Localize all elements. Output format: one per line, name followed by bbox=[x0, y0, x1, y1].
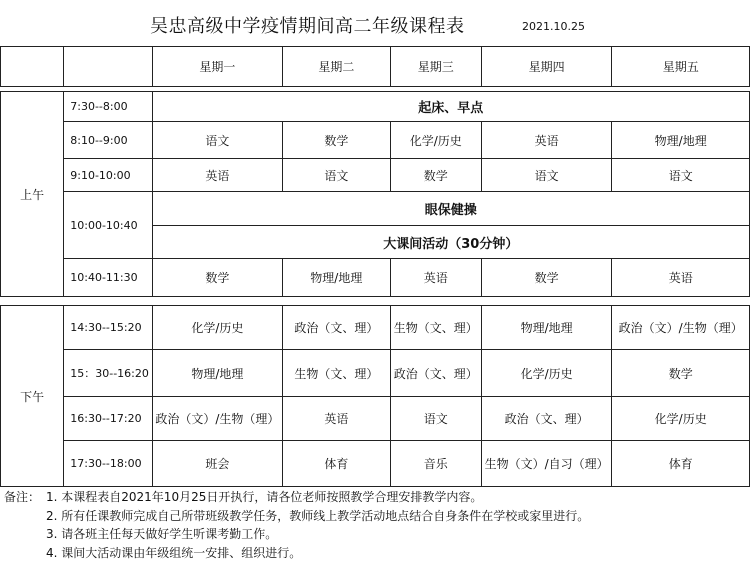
corner-cell bbox=[1, 47, 64, 87]
subject-cell: 化学/历史 bbox=[481, 350, 612, 397]
day-header: 星期四 bbox=[481, 47, 612, 87]
time-cell: 9:10-10:00 bbox=[64, 159, 152, 192]
subject-cell: 政治（文）/生物（理） bbox=[152, 397, 283, 441]
day-header: 星期一 bbox=[152, 47, 283, 87]
schedule-date: 2021.10.25 bbox=[522, 20, 585, 33]
subject-cell: 数学 bbox=[612, 350, 750, 397]
subject-cell: 数学 bbox=[152, 259, 283, 297]
note-item bbox=[4, 507, 748, 526]
time-cell: 14:30--15:20 bbox=[64, 306, 152, 350]
notes-section bbox=[4, 488, 748, 562]
subject-cell: 语文 bbox=[390, 397, 481, 441]
subject-cell: 政治（文、理） bbox=[283, 306, 390, 350]
time-cell: 7:30--8:00 bbox=[64, 92, 152, 122]
subject-cell: 体育 bbox=[283, 441, 390, 487]
table-row bbox=[1, 122, 750, 159]
note-item bbox=[4, 544, 748, 563]
subject-cell: 英语 bbox=[481, 122, 612, 159]
subject-cell: 班会 bbox=[152, 441, 283, 487]
day-header: 星期五 bbox=[612, 47, 750, 87]
table-row bbox=[1, 306, 750, 350]
notes-label: 备注： bbox=[4, 490, 41, 504]
subject-cell: 生物（文、理） bbox=[390, 306, 481, 350]
subject-cell: 数学 bbox=[390, 159, 481, 192]
table-row bbox=[1, 350, 750, 397]
note-item bbox=[4, 488, 748, 507]
band-eye-exercise: 眼保健操 bbox=[152, 192, 749, 226]
note-text: 4. 课间大活动课由年级组统一安排、组织进行。 bbox=[46, 545, 302, 560]
time-header-cell bbox=[64, 47, 152, 87]
subject-cell: 物理/地理 bbox=[481, 306, 612, 350]
session-morning: 上午 bbox=[1, 92, 64, 297]
schedule-header bbox=[0, 8, 750, 40]
subject-cell: 语文 bbox=[152, 122, 283, 159]
subject-cell: 生物（文、理） bbox=[283, 350, 390, 397]
subject-cell: 数学 bbox=[481, 259, 612, 297]
subject-cell: 语文 bbox=[481, 159, 612, 192]
day-header: 星期二 bbox=[283, 47, 390, 87]
note-text: 2. 所有任课教师完成自己所带班级教学任务，教师线上教学活动地点结合自身条件在学校或家里进行。 bbox=[46, 508, 590, 523]
time-cell: 16:30--17:20 bbox=[64, 397, 152, 441]
session-afternoon: 下午 bbox=[1, 306, 64, 487]
subject-cell: 化学/历史 bbox=[612, 397, 750, 441]
subject-cell: 政治（文）/生物（理） bbox=[612, 306, 750, 350]
subject-cell: 英语 bbox=[152, 159, 283, 192]
subject-cell: 物理/地理 bbox=[152, 350, 283, 397]
page-title: 吴忠高级中学疫情期间高二年级课程表 bbox=[150, 16, 465, 37]
subject-cell: 化学/历史 bbox=[390, 122, 481, 159]
subject-cell: 物理/地理 bbox=[612, 122, 750, 159]
subject-cell: 体育 bbox=[612, 441, 750, 487]
subject-cell: 数学 bbox=[283, 122, 390, 159]
subject-cell: 物理/地理 bbox=[283, 259, 390, 297]
time-cell: 10:40-11:30 bbox=[64, 259, 152, 297]
day-header-row bbox=[1, 47, 750, 87]
note-item bbox=[4, 525, 748, 544]
time-cell: 8:10--9:00 bbox=[64, 122, 152, 159]
note-text: 1. 本课程表自2021年10月25日开执行，请各位老师按照教学合理安排教学内容。 bbox=[46, 490, 483, 504]
table-row bbox=[1, 159, 750, 192]
subject-cell: 英语 bbox=[390, 259, 481, 297]
time-cell: 10:00-10:40 bbox=[64, 192, 152, 259]
time-cell: 17:30--18:00 bbox=[64, 441, 152, 487]
subject-cell: 英语 bbox=[283, 397, 390, 441]
table-row bbox=[1, 259, 750, 297]
table-row bbox=[1, 441, 750, 487]
schedule-table bbox=[0, 46, 750, 487]
band-breakfast: 起床、早点 bbox=[152, 92, 749, 122]
subject-cell: 政治（文、理） bbox=[481, 397, 612, 441]
table-row bbox=[1, 397, 750, 441]
note-text: 3. 请各班主任每天做好学生听课考勤工作。 bbox=[46, 527, 278, 541]
subject-cell: 语文 bbox=[612, 159, 750, 192]
subject-cell: 英语 bbox=[612, 259, 750, 297]
subject-cell: 语文 bbox=[283, 159, 390, 192]
band-big-break: 大课间活动（30分钟） bbox=[152, 226, 749, 259]
table-row bbox=[1, 192, 750, 226]
subject-cell: 政治（文、理） bbox=[390, 350, 481, 397]
time-cell: 15：30--16:20 bbox=[64, 350, 152, 397]
subject-cell: 生物（文）/自习（理） bbox=[481, 441, 612, 487]
subject-cell: 化学/历史 bbox=[152, 306, 283, 350]
day-header: 星期三 bbox=[390, 47, 481, 87]
subject-cell: 音乐 bbox=[390, 441, 481, 487]
table-row bbox=[1, 92, 750, 122]
